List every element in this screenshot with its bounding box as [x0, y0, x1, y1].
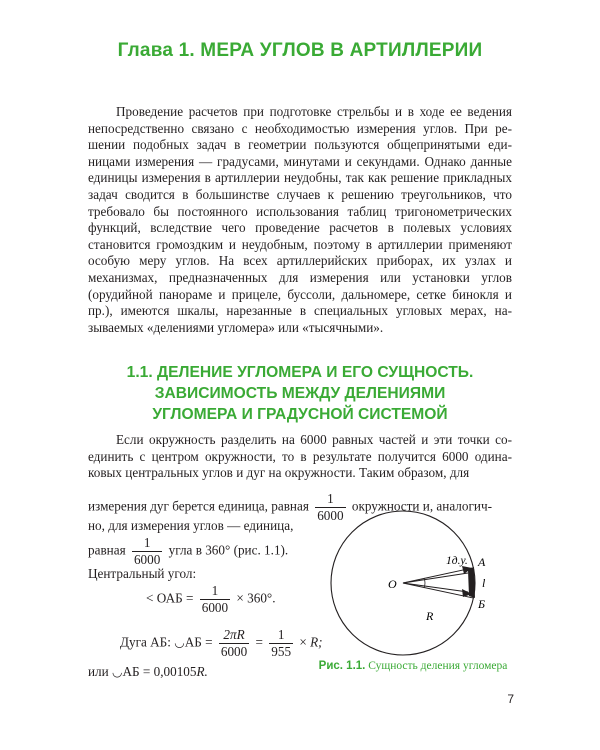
section-title-line-2: ЗАВИСИМОСТЬ МЕЖДУ ДЕЛЕНИЯМИ — [154, 385, 446, 402]
label-center: O — [388, 577, 397, 591]
label-b: Б — [478, 597, 486, 611]
formula-text: или — [88, 664, 109, 679]
fraction-numerator — [219, 628, 249, 643]
intro-paragraph: Проведение расчетов при подготовке стрельбы и в ходе ее ведения непосредственно связано с необходимостью измерения углов. При решении подобных задач в геометрии пользуются общепринятыми единицами измерения — градусами, минутами и секундами. Однако данные единицы измерения в артиллерии неудобны, так как решение прикладных задач сводится в большинстве случаев к решению треугольников, что требовало бы постоянного использования таблиц тригонометрических функций, вследствие чего проведение расчетов в полевых условиях становится громоздким и неудобным, поэтому в артиллерии применяют особую меру углов. На всех артиллерийских приборах, их узлах и механизмах, предназначенных для измерения или установки углов (орудийной панораме и прицеле, буссоли, дальномере, сетке бинокля и пр.), имеются шкалы, нарезанные в специальных угловых мерах, называемых «делениями угломера» или «тысячными». — [88, 104, 512, 335]
arc-name: АБ — [184, 634, 202, 650]
formula-central-angle — [146, 584, 276, 615]
figure-caption — [308, 660, 518, 672]
circle-diagram — [318, 508, 508, 658]
label-radius: R — [426, 609, 434, 623]
angle-arc — [424, 578, 425, 588]
figure-caption-text: Сущность деления угломера — [368, 660, 508, 672]
formula-line-4: Центральный угол: — [88, 566, 197, 581]
fraction-one-6000 — [132, 536, 162, 567]
formula-text: измерения дуг берется единица, равная — [88, 498, 309, 514]
equals-sign: = — [205, 634, 213, 650]
arc-label: Дуга АБ: — [120, 634, 171, 650]
formula-text: угла в 360° (рис. 1.1). — [168, 542, 289, 558]
section-title-line-1: 1.1. ДЕЛЕНИЕ УГЛОМЕРА И ЕГО СУЩНОСТЬ. — [126, 364, 474, 381]
arc-symbol: ◡ — [174, 635, 185, 650]
formula-value: АБ = 0,00105 — [122, 664, 197, 679]
fraction-denominator: 955 — [271, 644, 292, 659]
formula-text: равная — [88, 542, 126, 558]
equals-sign: = — [255, 634, 263, 650]
section-paragraph: Если окружность разделить на 6000 равных частей и эти точки соединить с центром окружности, то в результате получится 6000 одинаковых центральных углов и дуг на окружности. Таким образом, для — [88, 432, 512, 481]
label-a: А — [478, 555, 486, 569]
formula-line-2: но, для измерения углов — единица, — [88, 518, 294, 533]
chapter-title: Глава 1. МЕРА УГЛОВ В АРТИЛЛЕРИИ — [117, 40, 483, 61]
fraction-numerator: 1 — [277, 627, 285, 642]
times-sign: × — [299, 634, 307, 650]
page-number: 7 — [507, 692, 514, 706]
arc-symbol: ◡ — [112, 665, 123, 679]
fraction-one-955 — [269, 628, 293, 659]
fraction-denominator: 6000 — [201, 600, 229, 615]
angle-lhs: < ОАБ = — [146, 590, 194, 606]
radius-line-a — [403, 573, 468, 583]
formula-arc — [120, 628, 323, 659]
formula-last-line — [88, 664, 208, 680]
fraction-denominator: 6000 — [317, 508, 344, 523]
figure-caption-number: Рис. 1.1. — [318, 660, 366, 672]
fraction-2pir-6000 — [219, 628, 249, 659]
two-pi-r: 2πR — [223, 627, 245, 642]
figure-circle — [318, 508, 508, 658]
section-title-line-3: УГЛОМЕРА И ГРАДУСНОЙ СИСТЕМОЙ — [152, 406, 448, 423]
fraction-one-6000 — [200, 584, 230, 615]
fraction-numerator: 1 — [327, 491, 334, 506]
angle-times: × 360°. — [236, 590, 276, 606]
fraction-numerator: 1 — [143, 535, 151, 550]
r-suffix: R; — [310, 634, 323, 650]
label-l: l — [482, 576, 486, 590]
fraction-numerator: 1 — [211, 583, 219, 598]
label-du: 1д.у. — [446, 555, 468, 567]
r-suffix: R. — [196, 664, 208, 679]
fraction-denominator: 6000 — [133, 552, 161, 567]
formula-text: окружности и, аналогич- — [351, 498, 492, 514]
radius-line-b — [403, 583, 468, 592]
fraction-denominator: 6000 — [220, 644, 248, 659]
formula-line-3 — [88, 536, 288, 567]
section-title — [88, 362, 512, 425]
